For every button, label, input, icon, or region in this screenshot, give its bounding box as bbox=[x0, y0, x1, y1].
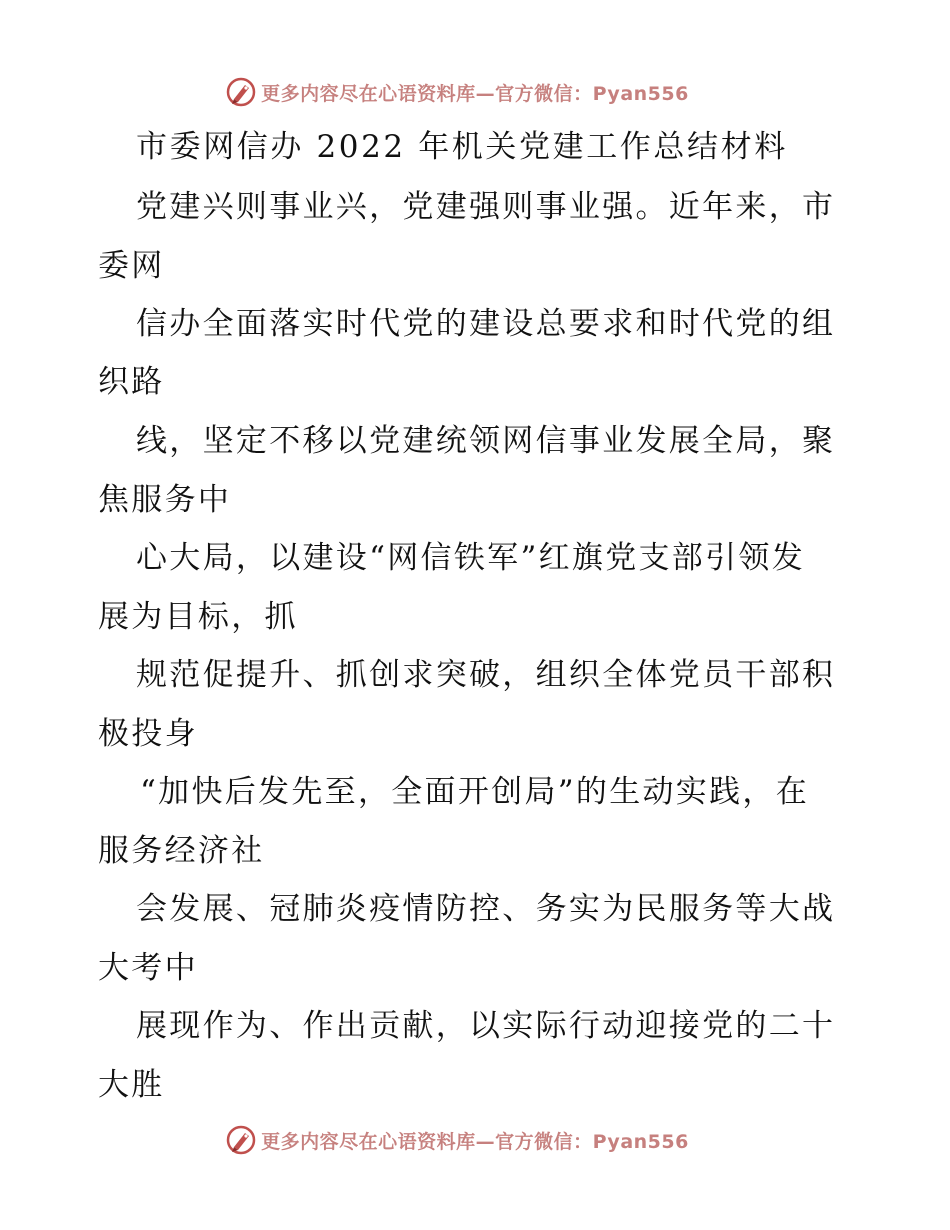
pen-circle-logo-icon bbox=[225, 1124, 257, 1156]
paragraph-line: 心大局，以建设“网信铁军”红旗党支部引领发 bbox=[136, 540, 805, 576]
paragraph-line: 大胜 bbox=[98, 1067, 165, 1103]
paragraph-line: 展现作为、作出贡献，以实际行动迎接党的二十 bbox=[136, 1008, 836, 1044]
watermark-banner-bottom bbox=[0, 1120, 950, 1160]
paragraph-line: 会发展、冠肺炎疫情防控、务实为民服务等大战 bbox=[136, 891, 836, 927]
paragraph-line: 展为目标，抓 bbox=[98, 599, 298, 635]
paragraph-line: 织路 bbox=[98, 364, 165, 400]
paragraph-line: 委网 bbox=[98, 248, 165, 284]
paragraph-line: 线，坚定不移以党建统领网信事业发展全局，聚 bbox=[136, 423, 836, 459]
paragraph-line: 党建兴则事业兴，党建强则事业强。近年来，市 bbox=[136, 189, 836, 225]
paragraph-line: 信办全面落实时代党的建设总要求和时代党的组 bbox=[136, 306, 836, 342]
paragraph-line: “加快后发先至，全面开创局”的生动实践，在 bbox=[140, 774, 809, 810]
document-title: 市委网信办 2022 年机关党建工作总结材料 bbox=[136, 129, 788, 165]
paragraph-line: 规范促提升、抓创求突破，组织全体党员干部积 bbox=[136, 657, 836, 693]
paragraph-line: 大考中 bbox=[98, 950, 198, 986]
watermark-banner-top bbox=[0, 72, 950, 112]
watermark-text: 更多内容尽在心语资料库—官方微信：Pyan556 bbox=[261, 82, 689, 105]
watermark-text: 更多内容尽在心语资料库—官方微信：Pyan556 bbox=[261, 1130, 689, 1153]
paragraph-line: 极投身 bbox=[98, 716, 198, 752]
paragraph-line: 焦服务中 bbox=[98, 482, 232, 518]
paragraph-line: 服务经济社 bbox=[98, 833, 265, 869]
pen-circle-logo-icon bbox=[225, 76, 257, 108]
